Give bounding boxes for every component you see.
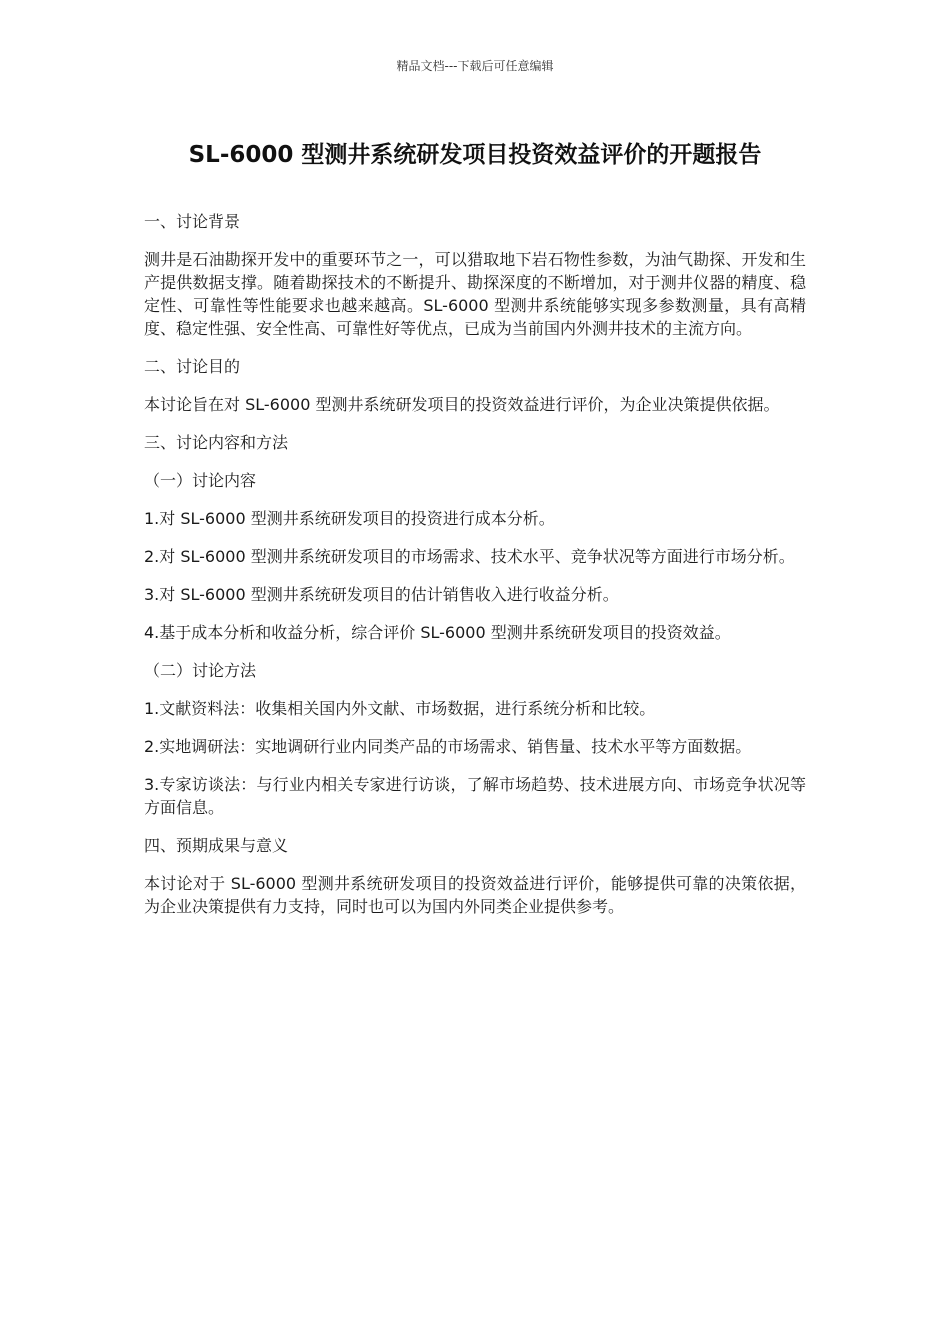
method-item: 1.文献资料法：收集相关国内外文献、市场数据，进行系统分析和比较。	[144, 699, 656, 718]
content-item: 4.基于成本分析和收益分析，综合评价 SL-6000 型测井系统研发项目的投资效益。	[144, 623, 731, 642]
method-item: 2.实地调研法：实地调研行业内同类产品的市场需求、销售量、技术水平等方面数据。	[144, 737, 752, 756]
section-heading-background: 一、讨论背景	[144, 212, 241, 231]
section-text-outcome: 本讨论对于 SL-6000 型测井系统研发项目的投资效益进行评价，能够提供可靠的决策依据，为企业决策提供有力支持，同时也可以为国内外同类企业提供参考。	[144, 874, 806, 916]
document-title: SL-6000 型测井系统研发项目投资效益评价的开题报告	[188, 142, 762, 168]
header-note: 精品文档---下载后可任意编辑	[396, 59, 554, 73]
section-heading-purpose: 二、讨论目的	[144, 357, 241, 376]
section-text-background: 测井是石油勘探开发中的重要环节之一，可以猎取地下岩石物性参数，为油气勘探、开发和生产提供数据支撑。随着勘探技术的不断提升、勘探深度的不断增加，对于测井仪器的精度、稳定性、可靠性等性能要求也越来越高。SL-6000 型测井系统能够实现多参数测量，具有高精度、稳定性强、安全性高、可靠性好等优点，已成为当前国内外测井技术的主流方向。	[144, 250, 806, 338]
section-text-purpose: 本讨论旨在对 SL-6000 型测井系统研发项目的投资效益进行评价，为企业决策提供依据。	[144, 395, 780, 414]
section-heading-outcome: 四、预期成果与意义	[144, 836, 289, 855]
content-item: 1.对 SL-6000 型测井系统研发项目的投资进行成本分析。	[144, 509, 555, 528]
method-item: 3.专家访谈法：与行业内相关专家进行访谈，了解市场趋势、技术进展方向、市场竞争状况等方面信息。	[144, 775, 806, 817]
content-item: 3.对 SL-6000 型测井系统研发项目的估计销售收入进行收益分析。	[144, 585, 619, 604]
content-item: 2.对 SL-6000 型测井系统研发项目的市场需求、技术水平、竞争状况等方面进行市场分析。	[144, 547, 795, 566]
section-heading-content-method: 三、讨论内容和方法	[144, 433, 289, 452]
subheading-method: （二）讨论方法	[144, 661, 257, 680]
subheading-content: （一）讨论内容	[144, 471, 257, 490]
document-body	[144, 210, 806, 933]
